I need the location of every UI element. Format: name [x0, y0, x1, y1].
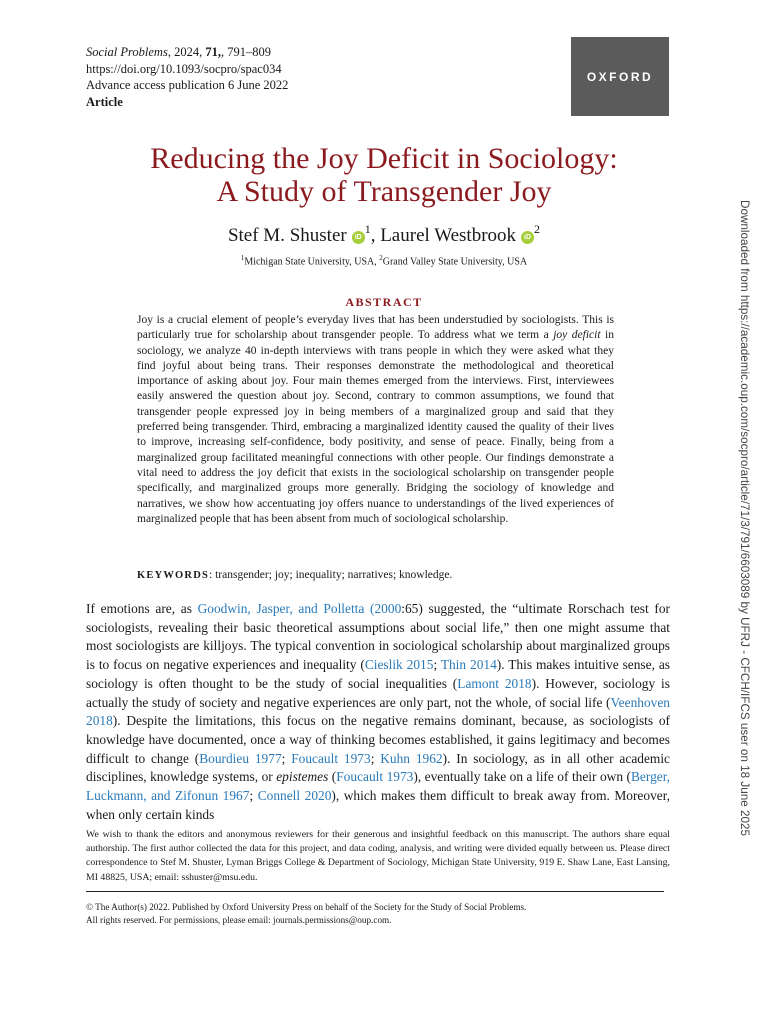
journal-pages: , 791–809 — [220, 45, 271, 59]
affiliations — [60, 251, 708, 269]
citation-link[interactable]: Connell 2020 — [257, 788, 332, 804]
affiliation-marker: 2 — [379, 254, 383, 262]
copyright-notice — [86, 901, 670, 926]
author-affiliation-marker: 1 — [364, 222, 371, 236]
body-paragraph — [86, 600, 670, 824]
oxford-logo: OXFORD — [571, 37, 669, 116]
title-line-2: A Study of Transgender Joy — [216, 175, 552, 208]
citation-link[interactable]: Lamont 2018 — [457, 675, 532, 691]
abstract-part: Joy is a crucial element of people’s everyday lives that has been understudied by sociologists. This is particularly true for scholarship about transgender people. To address what we term a — [137, 314, 614, 342]
abstract-emphasis: joy deficit — [553, 329, 601, 342]
acknowledgment-footnote: We wish to thank the editors and anonymous reviewers for their generous and insightful feedback on this manuscript. The authors share equal authorship. The first author collected the data for this project, and data coding, analysis, and writing were divided equally between us. Please direct correspondence to Stef M. Shuster, Lyman Briggs College & Department of Sociology, Michigan State University, 919 E. Shaw Lane, East Lansing, MI 48825, USA; email: sshuster@msu.edu. — [86, 829, 670, 883]
body-text-span: ). In sociology, as in all other academic disciplines, knowledge systems, or — [86, 750, 670, 785]
affiliation-2: Grand Valley State University, USA — [382, 256, 528, 268]
body-text-span: ; — [433, 657, 441, 673]
article-title — [60, 142, 708, 208]
copyright-line-2: All rights reserved. For permissions, please email: journals.permissions@oup.com. — [86, 914, 392, 925]
citation-link[interactable]: Bourdieu 1977 — [199, 750, 282, 766]
affiliation-1: Michigan State University, USA, — [244, 256, 380, 268]
keywords-label: KEYWORDS — [137, 570, 210, 581]
body-text-span: ), which makes them difficult to break away from. Moreover, when only certain kinds — [86, 788, 670, 822]
citation-link[interactable]: Veenhoven 2018 — [86, 694, 670, 729]
body-text-span: ; — [281, 750, 292, 766]
body-text-span: ), eventually take on a life of their own ( — [413, 769, 631, 785]
journal-volume: 71 — [205, 45, 218, 59]
advance-access-note: Advance access publication 6 June 2022 — [86, 78, 289, 92]
article-meta — [86, 44, 288, 110]
body-text-span: :65) suggested, the “ultimate Rorschach test for sociologists, revealing their basic theoretical assumptions about social life,” then one might assume that most sociologists are killjoys. The typical convention in sociological scholarship about marginalized groups is to focus on negative experiences and inequality ( — [86, 601, 670, 673]
abstract-heading: ABSTRACT — [345, 295, 423, 309]
article-type: Article — [86, 94, 123, 109]
journal-name: Social Problems — [86, 45, 168, 59]
citation-link[interactable]: Foucault 1973 — [291, 750, 371, 766]
body-text-span: ). However, sociology is actually the study of society and negative experiences are only part, not the whole, of social life ( — [86, 675, 670, 710]
citation-link[interactable]: Thin 2014 — [440, 657, 497, 673]
footer-divider — [86, 891, 664, 892]
keywords-list: : transgender; joy; inequality; narratives; knowledge. — [209, 569, 453, 581]
citation-line: Social Problems, 2024, 71,, 791–809 — [86, 45, 271, 59]
affiliation-marker: 1 — [240, 254, 245, 262]
citation-link[interactable]: Goodwin, Jasper, and Polletta (2000 — [197, 601, 402, 616]
citation-link[interactable]: Cieslik 2015 — [364, 657, 434, 673]
citation-link[interactable]: Foucault 1973 — [336, 769, 414, 785]
body-text-span: ). This makes intuitive sense, as sociology is often thought to be the study of social inequalities ( — [86, 657, 670, 691]
body-text-span: ( — [328, 769, 337, 785]
author-name[interactable]: Stef M. Shuster — [227, 225, 347, 246]
doi-link[interactable]: https://doi.org/10.1093/socpro/spac034 — [86, 61, 282, 76]
keywords — [137, 568, 614, 583]
author-name[interactable]: Laurel Westbrook — [380, 225, 517, 246]
body-text-span: ; — [249, 788, 258, 804]
body-text-span: ). Despite the limitations, this focus on the negative remains dominant, because, as sociologists of knowledge have documented, once a way of thinking becomes established, it gains legitimacy and becomes difficult to change ( — [86, 713, 670, 766]
body-text-span: If emotions are, as — [86, 601, 198, 616]
journal-year: , 2024, — [167, 45, 206, 59]
abstract-text — [137, 313, 614, 527]
citation-link[interactable]: Kuhn 1962 — [380, 750, 443, 766]
author-list: Stef M. Shuster $iD^1$, Laurel Westbrook $iD^2$ — [227, 222, 541, 246]
author-affiliation-marker: 2 — [534, 222, 541, 236]
title-line-1: Reducing the Joy Deficit in Sociology: — [150, 142, 618, 175]
body-emphasis: epistemes — [276, 769, 329, 785]
abstract-part: in sociology, we analyze 40 in-depth interviews with trans people in which they were asked what they find joyful about being trans. Their responses demonstrate the methodological and theoretical importance of asking about joy. Four main themes emerged from the interviews. First, interviewees easily answered the question about joy. Second, contrary to common assumptions, we found that transgender people expressed joy in being members of a marginalized group and said that they preferred being transgender. Third, embracing a marginalized identity caused the quality of their lives to improve, increasing self-confidence, body positivity, and sense of peace. Finally, being from a marginalized group facilitated meaningful connections with other people. Our findings demonstrate a vital need to address the joy deficit that exists in the sociological scholarship on transgender people specifically, and marginalized groups more generally. Bridging the sociology of knowledge and narratives, we show how accentuating joy offers nuance to understandings of the lived experiences of marginalized people that has been absent from much of sociological scholarship. — [137, 329, 615, 525]
download-watermark: Downloaded from https://academic.oup.com/socpro/article/71/3/791/6603089 by UFRJ - CFCH/IFCS user on 18 June 2025 — [738, 200, 751, 836]
citation-link[interactable]: Berger, Luckmann, and Zifonun 1967 — [86, 769, 670, 804]
orcid-icon[interactable]: iD — [521, 231, 534, 244]
copyright-line-1: © The Author(s) 2022. Published by Oxford University Press on behalf of the Society for the Study of Social Problems. — [86, 902, 527, 912]
body-text-span: ; — [370, 750, 381, 766]
orcid-icon[interactable]: iD — [352, 231, 365, 244]
